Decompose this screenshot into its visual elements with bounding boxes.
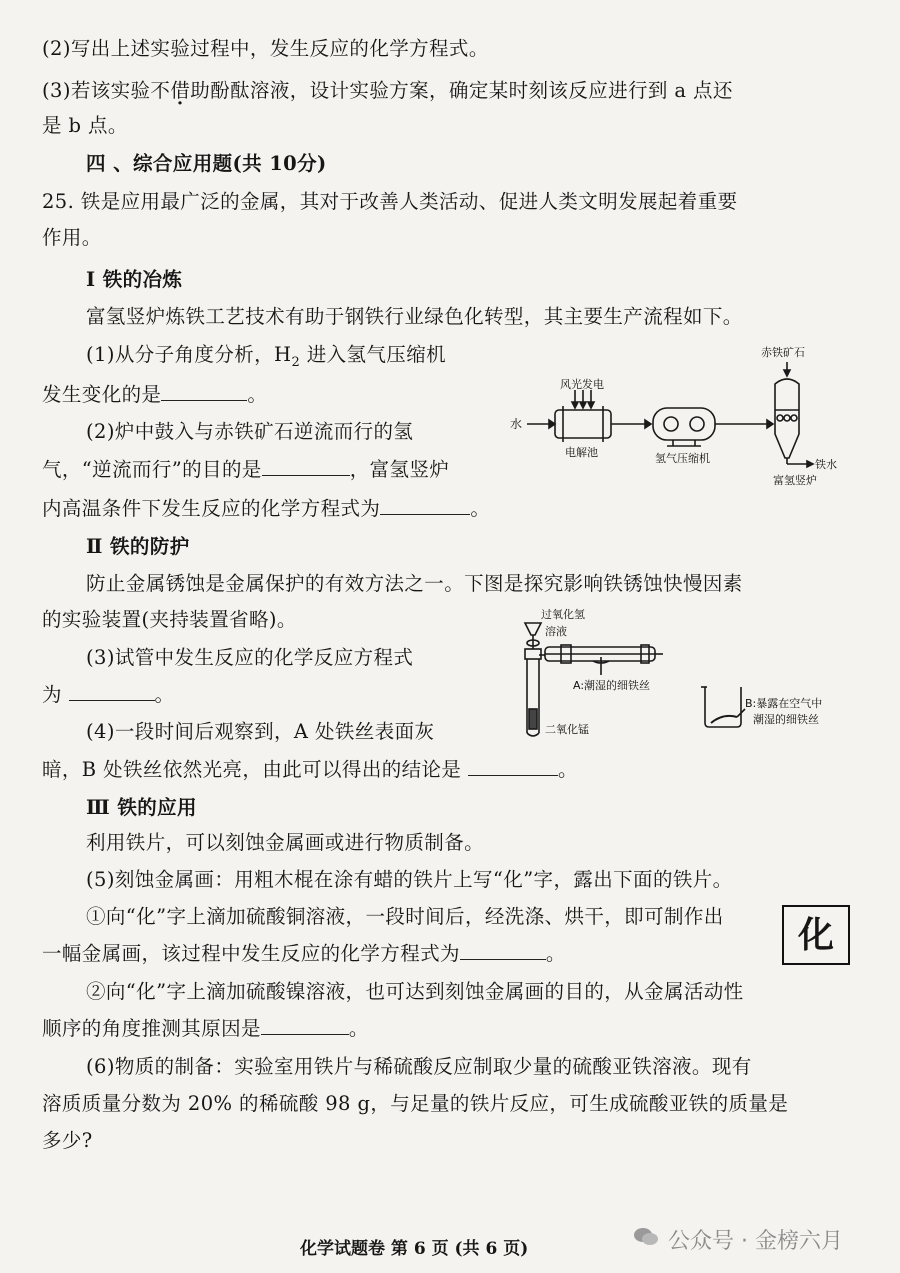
p2q4-end: 。 [557,758,578,781]
p2-q3-line1: (3)试管中发生反应的化学反应方程式 [86,646,414,669]
answer-blank[interactable] [69,684,155,701]
q3-emphasis: 不借助 [150,79,211,102]
part2-intro-line2: 的实验装置(夹持装置省略)。 [42,608,297,631]
p3-q6-line3: 多少? [42,1129,93,1152]
part3-intro: 利用铁片，可以刻蚀金属画或进行物质制备。 [86,831,485,854]
part3-title: Ⅲ 铁的应用 [86,796,197,819]
label-furnace: 富氢竖炉 [773,474,817,487]
p1q1-text-b: 进入氢气压缩机 [300,343,447,366]
p2-q4-line2 [42,758,578,782]
p3-q5: (5)刻蚀金属画：用粗木棍在涂有蜡的铁片上写“化”字，露出下面的铁片。 [86,868,733,891]
p1-q2-line2 [42,458,449,482]
question-25-line2: 作用。 [42,226,102,249]
p3q5-2-text-b: 顺序的角度推测其原因是 [42,1017,261,1040]
p1q1-text-a: (1)从分子角度分析，H [86,343,292,366]
hua-character-box: 化 [782,905,850,965]
p1q1-subscript: 2 [291,354,301,370]
answer-blank[interactable] [380,498,470,515]
p3q5-2-end: 。 [348,1017,369,1040]
part2-title: Ⅱ 铁的防护 [86,535,190,558]
p1-q1-line1 [86,343,446,375]
answer-blank[interactable] [468,759,558,776]
q3-text-a: (3)若该实验 [42,79,151,102]
label-h2o2-1: 过氧化氢 [541,608,585,621]
p3-q6-line1: (6)物质的制备：实验室用铁片与稀硫酸反应制取少量的硫酸亚铁溶液。现有 [86,1055,752,1078]
label-h2o2-2: 溶液 [545,625,567,638]
p1-q2-line3 [42,497,490,521]
answer-blank[interactable] [262,459,350,476]
p1q1-text-c: 发生变化的是 [42,383,162,406]
question-3-line2: 是 b 点。 [42,114,128,137]
p1-q2-line1: (2)炉中鼓入与赤铁矿石逆流而行的氢 [86,420,414,443]
p3-q5-1-line1: ①向“化”字上滴加硫酸铜溶液，一段时间后，经洗涤、烘干，即可制作出 [86,905,724,928]
p1q2-text-d: 内高温条件下发生反应的化学方程式为 [42,497,381,520]
label-ore: 赤铁矿石 [761,346,805,359]
p2-q4-line1: (4)一段时间后观察到，A 处铁丝表面灰 [86,720,435,743]
p3q5-1-text-b: 一幅金属画，该过程中发生反应的化学方程式为 [42,942,460,965]
page-footer: 化学试题卷 第 6 页 (共 6 页) [300,1239,529,1259]
watermark: 公众号 · 金榜六月 [668,1229,843,1254]
label-molten-iron: 铁水 [815,458,837,471]
answer-blank[interactable] [460,943,546,960]
p1q1-end: 。 [247,383,268,406]
p2q3-text-b: 为 [42,683,62,706]
p3q5-1-end: 。 [545,942,566,965]
part2-intro-line1: 防止金属锈蚀是金属保护的有效方法之一。下图是探究影响铁锈蚀快慢因素 [86,572,743,595]
label-compressor: 氢气压缩机 [655,452,710,465]
p2-q3-line2 [42,683,174,707]
p1q2-end: 。 [470,497,491,520]
label-mno2: 二氧化锰 [545,723,589,736]
part1-title: Ⅰ 铁的冶炼 [86,268,183,291]
label-wire-b-1: B:暴露在空气中 [745,697,823,710]
label-water: 水 [510,417,523,431]
q3-text-b: 酚酞溶液，设计实验方案，确定某时刻该反应进行到 a 点还 [210,79,733,102]
question-3-line1 [42,79,733,103]
p3-q5-2-line2 [42,1017,369,1041]
answer-blank[interactable] [261,1018,349,1035]
p3-q5-1-line2 [42,942,566,966]
question-2: (2)写出上述实验过程中，发生反应的化学方程式。 [42,37,489,60]
p3-q6-line2: 溶质质量分数为 20% 的稀硫酸 98 g，与足量的铁片反应，可生成硫酸亚铁的质量是 [42,1092,789,1115]
p2q4-text-b: 暗，B 处铁丝依然光亮，由此可以得出的结论是 [42,758,462,781]
section-4-heading: 四 、综合应用题(共 10分) [86,152,327,175]
question-25-line1: 25. 铁是应用最广泛的金属，其对于改善人类活动、促进人类文明发展起着重要 [42,190,738,213]
wechat-icon [632,1226,660,1248]
p3-q5-2-line1: ②向“化”字上滴加硫酸镍溶液，也可达到刻蚀金属画的目的，从金属活动性 [86,980,744,1003]
answer-blank[interactable] [161,384,247,401]
label-wire-a: A:潮湿的细铁丝 [573,679,651,692]
rusting-apparatus-diagram [505,605,875,745]
label-power: 风光发电 [560,378,604,391]
p1q2-text-c: ，富氢竖炉 [349,458,450,481]
p1q2-text-b: 气，“逆流而行”的目的是 [42,458,262,481]
label-electrolyzer: 电解池 [565,446,598,459]
process-flow-diagram [505,340,845,490]
label-wire-b-2: 潮湿的细铁丝 [753,713,819,726]
p1-q1-line2 [42,383,267,407]
p2q3-end: 。 [154,683,175,706]
part1-intro: 富氢竖炉炼铁工艺技术有助于钢铁行业绿色化转型，其主要生产流程如下。 [86,305,743,328]
